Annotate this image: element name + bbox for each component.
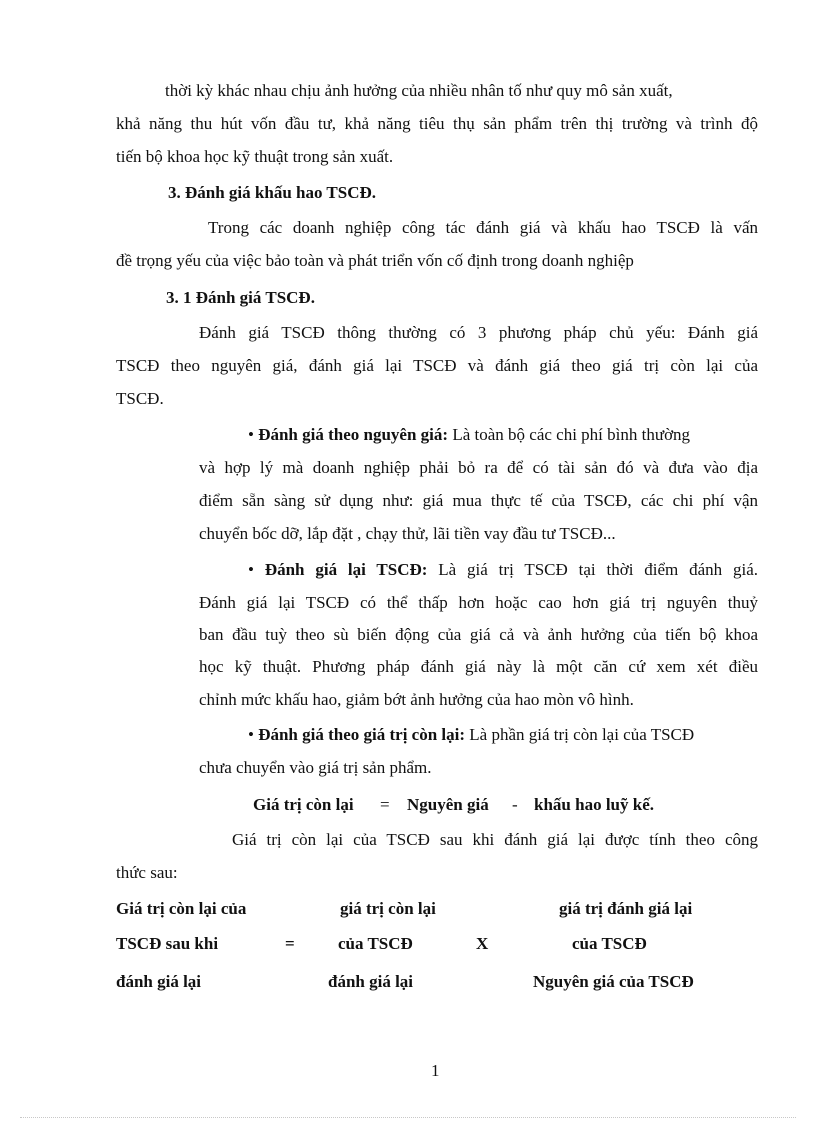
page-number: 1 bbox=[431, 1061, 440, 1080]
formula2-r2-equals: = bbox=[285, 934, 295, 953]
para2-line2: đề trọng yếu của việc bảo toàn và phát triển vốn cố định trong doanh nghiệp bbox=[116, 251, 634, 270]
para3-line1: Đánh giá TSCĐ thông thường có 3 phương pháp chủ yếu: Đánh giá bbox=[199, 323, 758, 342]
formula2-r2-c2: của TSCĐ bbox=[338, 934, 413, 953]
bullet2-first-text: Là giá trị TSCĐ tại thời điểm đánh giá. bbox=[438, 560, 759, 579]
para4-line1: Giá trị còn lại của TSCĐ sau khi đánh giá lại được tính theo công bbox=[232, 830, 758, 849]
bullet2-first-line bbox=[248, 559, 758, 581]
bullet2-line3: ban đầu tuỳ theo sù biến động của giá cả và ảnh hưởng của tiến bộ khoa bbox=[199, 625, 758, 644]
formula1-a: Nguyên giá bbox=[407, 795, 489, 814]
bullet2-term: Đánh giá lại TSCĐ: bbox=[264, 560, 428, 579]
formula1-b: khấu hao luỹ kế. bbox=[534, 795, 654, 814]
bullet1-term: Đánh giá theo nguyên giá: bbox=[258, 425, 449, 444]
page-bottom-divider bbox=[20, 1117, 796, 1118]
bullet1-line4: chuyển bốc dỡ, lắp đặt , chạy thử, lãi tiền vay đầu tư TSCĐ... bbox=[199, 524, 616, 543]
formula2-r3-c3: Nguyên giá của TSCĐ bbox=[533, 972, 694, 991]
bullet3-first-line bbox=[248, 724, 694, 746]
bullet-icon: • bbox=[248, 725, 254, 744]
bullet1-line2: và hợp lý mà doanh nghiệp phải bỏ ra để có tài sản đó và đưa vào địa bbox=[199, 458, 758, 477]
formula2-r1-c1: Giá trị còn lại của bbox=[116, 899, 247, 918]
para3-line2: TSCĐ theo nguyên giá, đánh giá lại TSCĐ và đánh giá theo giá trị còn lại của bbox=[116, 356, 758, 375]
formula2-r1-c3: giá trị đánh giá lại bbox=[559, 899, 693, 918]
bullet2-line2: Đánh giá lại TSCĐ có thể thấp hơn hoặc cao hơn giá trị nguyên thuỷ bbox=[199, 593, 758, 612]
bullet-icon: • bbox=[248, 560, 254, 579]
bullet3-line2: chưa chuyển vào giá trị sản phẩm. bbox=[199, 758, 432, 777]
bullet1-first-line bbox=[248, 424, 690, 446]
bullet-icon: • bbox=[248, 425, 254, 444]
section-heading-3-1: 3. 1 Đánh giá TSCĐ. bbox=[166, 288, 315, 307]
bullet3-term: Đánh giá theo giá trị còn lại: bbox=[258, 725, 466, 744]
formula2-r3-c1: đánh giá lại bbox=[116, 972, 202, 991]
formula2-r2-c1: TSCĐ sau khi bbox=[116, 934, 219, 953]
bullet1-line3: điểm sẵn sàng sử dụng như: giá mua thực tế của TSCĐ, các chi phí vận bbox=[199, 491, 758, 510]
formula2-r2-times: X bbox=[476, 934, 489, 953]
para1-line1: thời kỳ khác nhau chịu ảnh hưởng của nhiều nhân tố như quy mô sản xuất, bbox=[165, 81, 673, 100]
bullet1-first-text: Là toàn bộ các chi phí bình thường bbox=[452, 425, 691, 444]
bullet2-line4: học kỹ thuật. Phương pháp đánh giá này là một căn cứ xem xét điều bbox=[199, 657, 758, 676]
para4-line2: thức sau: bbox=[116, 863, 178, 882]
bullet2-line5: chỉnh mức khấu hao, giảm bớt ảnh hưởng của hao mòn vô hình. bbox=[199, 690, 634, 709]
formula2-r2-c3: của TSCĐ bbox=[572, 934, 647, 953]
formula1-equals: = bbox=[380, 795, 390, 814]
para2-line1: Trong các doanh nghiệp công tác đánh giá và khấu hao TSCĐ là vấn bbox=[208, 218, 758, 237]
para3-line3: TSCĐ. bbox=[116, 389, 164, 408]
formula2-r1-c2: giá trị còn lại bbox=[340, 899, 436, 918]
bullet3-first-text: Là phần giá trị còn lại của TSCĐ bbox=[469, 725, 695, 744]
para1-line3: tiến bộ khoa học kỹ thuật trong sản xuất. bbox=[116, 147, 394, 166]
para1-line2: khả năng thu hút vốn đầu tư, khả năng tiêu thụ sản phẩm trên thị trường và trình độ bbox=[116, 114, 758, 133]
formula2-r3-c2: đánh giá lại bbox=[328, 972, 414, 991]
formula1-lhs: Giá trị còn lại bbox=[253, 795, 354, 814]
formula1-minus: - bbox=[512, 795, 518, 814]
section-heading-3: 3. Đánh giá khấu hao TSCĐ. bbox=[168, 183, 377, 202]
